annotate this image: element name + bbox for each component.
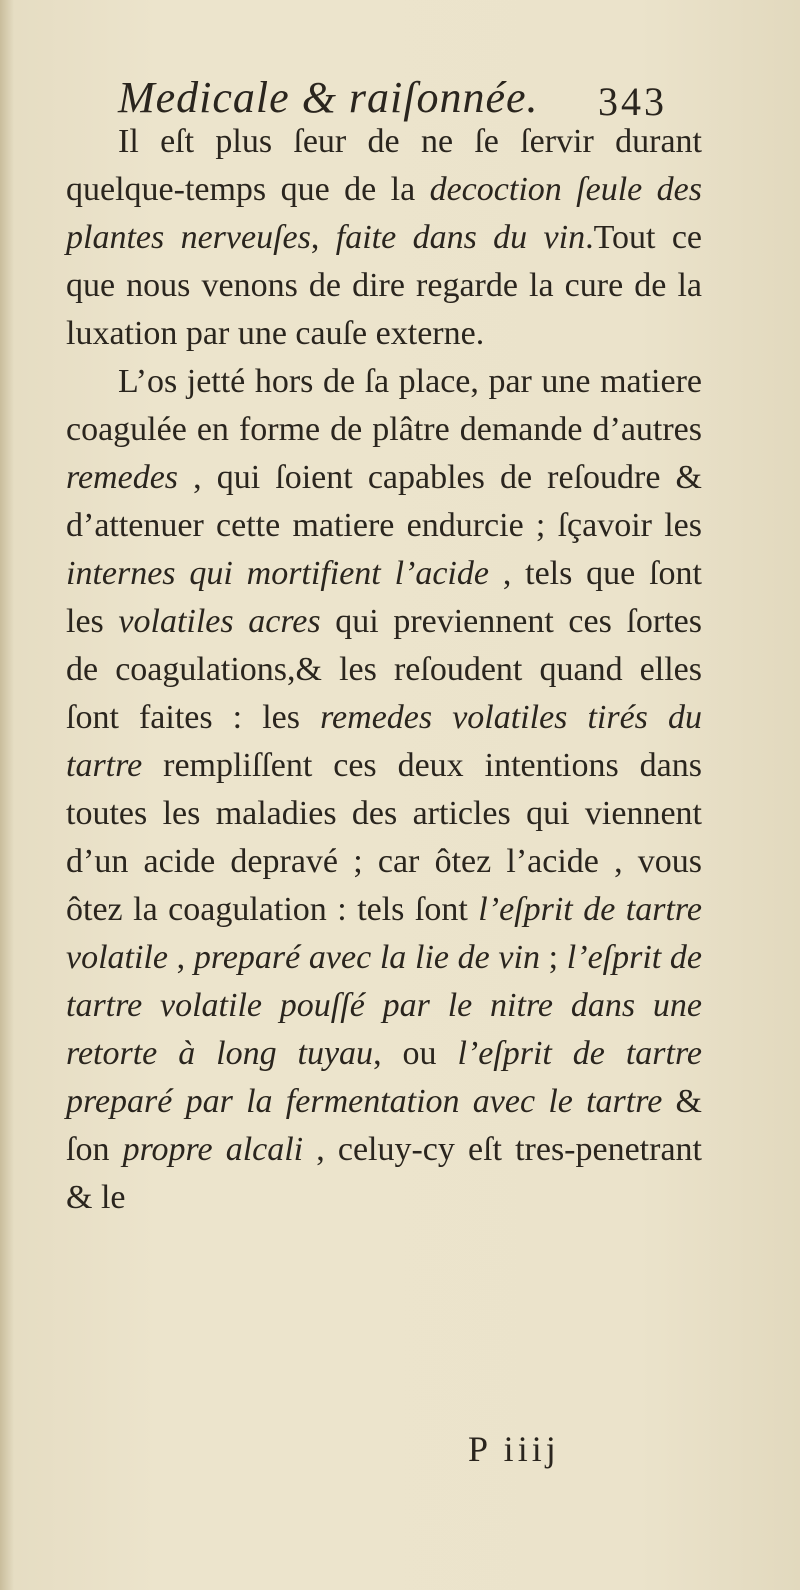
- italic-phrase: preparé avec la lie de vin: [193, 939, 540, 976]
- italic-phrase: faite dans du vin: [335, 219, 586, 256]
- text-run: , qui ſoient capables de reſoudre & d’attenuer cette matiere endurcie ; ſçavoir les: [66, 459, 702, 544]
- running-title: Medicale & raiſonnée.: [118, 73, 539, 122]
- text-run: , tels que ſont les: [66, 555, 702, 640]
- italic-phrase: internes qui mortifient l’acide: [66, 555, 489, 592]
- signature-mark: P iiij: [468, 1429, 560, 1469]
- italic-phrase: l’eſprit de tartre volatile pouſſé par le nitre dans une retorte à long tuyau: [66, 939, 703, 1072]
- text-run: L’os jetté hors de ſa place, par une matiere coagulée en forme de plâtre demande d’autres: [66, 363, 702, 448]
- italic-phrase: volatiles acres: [118, 603, 321, 640]
- text-run: Il eſt plus ſeur de ne ſe ſervir durant quelque-temps que de la: [66, 123, 702, 208]
- text-run: , celuy-cy eſt tres-penetrant & le: [66, 1131, 702, 1216]
- page-number: 343: [598, 79, 667, 124]
- paragraph-2: [66, 358, 702, 1222]
- text-run: rempliſſent ces deux intentions dans toutes les maladies des articles qui viennent d’un acide depravé ; car ôtez l’acide , vous ôtez la coagulation : tels ſont: [66, 747, 702, 928]
- text-run: , ou: [373, 1035, 458, 1072]
- italic-phrase: remedes volatiles tirés du tartre: [66, 699, 702, 784]
- italic-phrase: l’eſprit de tartre volatile: [66, 891, 702, 976]
- italic-phrase: remedes: [66, 459, 179, 496]
- text-run: & ſon: [66, 1083, 702, 1168]
- text-run: ;: [539, 939, 567, 976]
- italic-phrase: propre alcali: [122, 1131, 304, 1168]
- text-run: qui previennent ces ſortes de coagulations,& les reſoudent quand elles ſont faites : les: [66, 603, 702, 736]
- paragraph-1: [66, 118, 702, 358]
- text-run: ,: [310, 219, 336, 256]
- italic-phrase: decoction ſeule des plantes nerveuſes: [66, 171, 703, 256]
- italic-phrase: l’eſprit de tartre preparé par la fermentation avec le tartre: [66, 1035, 703, 1120]
- body-text: [66, 118, 702, 1222]
- text-run: ,: [167, 939, 194, 976]
- text-run: .Tout ce que nous venons de dire regarde la cure de la luxation par une cauſe externe.: [66, 219, 703, 352]
